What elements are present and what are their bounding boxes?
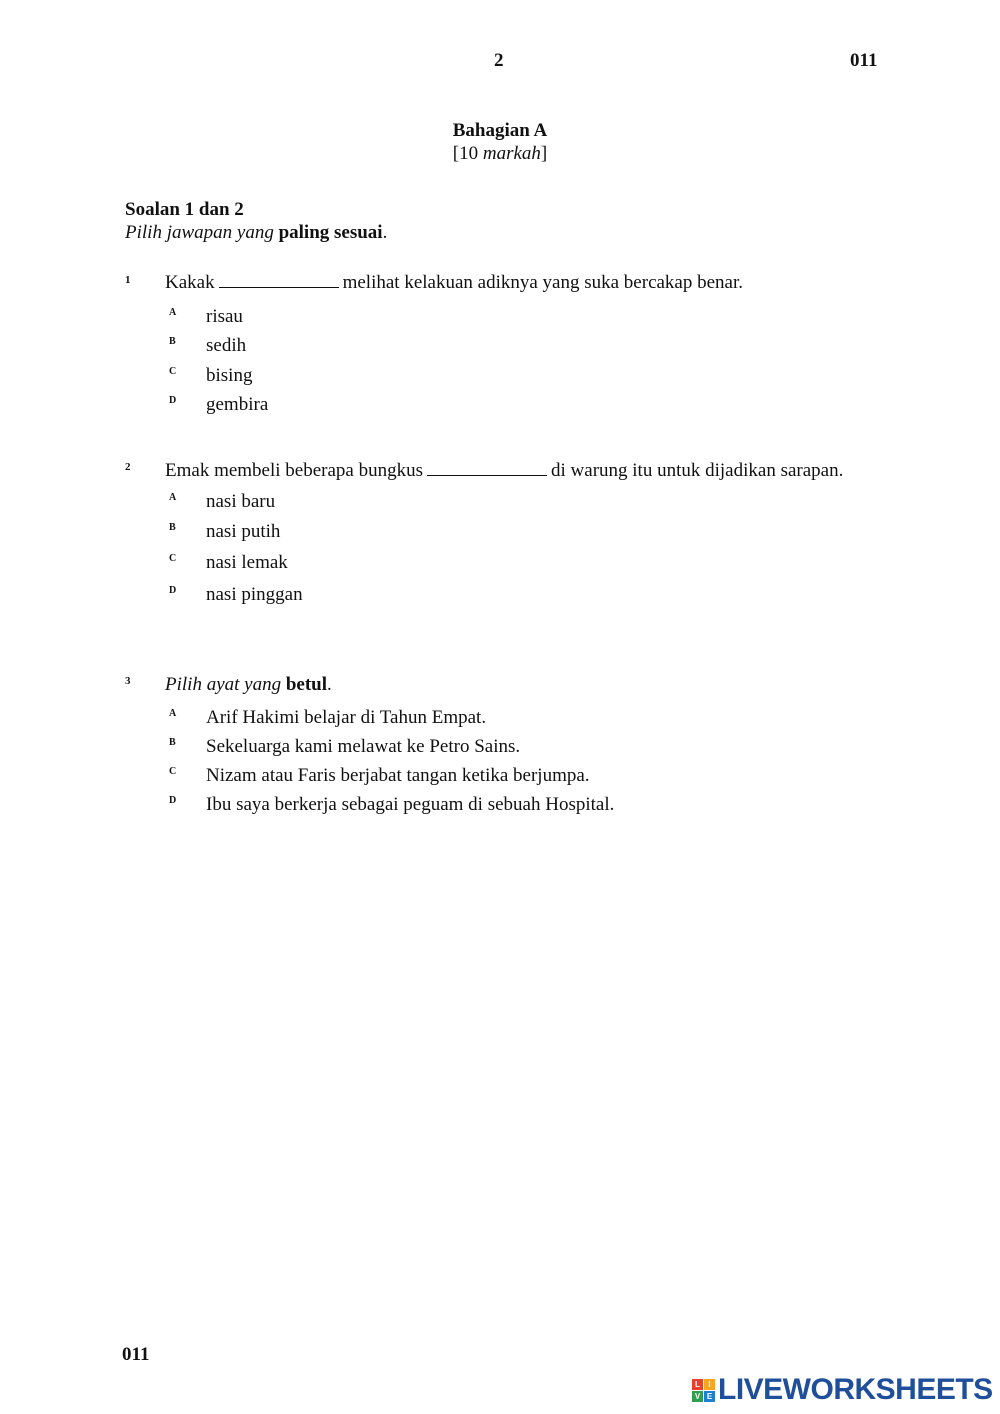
option-text[interactable]: Nizam atau Faris berjabat tangan ketika berjumpa. xyxy=(206,765,590,786)
question-number: 1 xyxy=(125,274,131,286)
logo-mark-letter: V xyxy=(692,1391,703,1402)
question-number: 3 xyxy=(125,675,131,687)
answer-blank xyxy=(219,286,339,288)
question-stem xyxy=(165,460,843,482)
option-text[interactable]: Arif Hakimi belajar di Tahun Empat. xyxy=(206,707,487,728)
option-text[interactable]: Ibu saya berkerja sebagai peguam di sebuah Hospital. xyxy=(206,794,615,815)
stem-before: Emak membeli beberapa bungkus xyxy=(165,460,424,481)
option-letter: C xyxy=(169,553,177,564)
option-letter: A xyxy=(169,307,177,318)
section-marks xyxy=(0,143,1000,165)
header-code: 011 xyxy=(850,50,878,71)
option-text[interactable]: nasi pinggan xyxy=(206,584,303,605)
question-stem xyxy=(165,272,743,294)
stem-before: Kakak xyxy=(165,272,215,293)
option-letter: D xyxy=(169,585,177,596)
option-letter: A xyxy=(169,708,177,719)
option-text[interactable]: nasi lemak xyxy=(206,552,288,573)
option-letter: B xyxy=(169,737,176,748)
option-letter: B xyxy=(169,522,176,533)
option-text[interactable]: nasi putih xyxy=(206,521,281,542)
stem-bold: betul xyxy=(285,674,328,695)
stem-after: melihat kelakuan adiknya yang suka bercakap benar. xyxy=(342,272,744,293)
logo-text: LIVEWORKSHEETS xyxy=(718,1373,993,1406)
option-letter: D xyxy=(169,795,177,806)
option-text[interactable]: Sekeluarga kami melawat ke Petro Sains. xyxy=(206,736,521,757)
stem-italic: Pilih ayat yang xyxy=(165,674,286,695)
marks-close: ] xyxy=(540,143,548,164)
marks-word: markah xyxy=(482,143,541,164)
option-letter: C xyxy=(169,766,177,777)
liveworksheets-logo[interactable] xyxy=(692,1374,993,1406)
group-title: Soalan 1 dan 2 xyxy=(125,199,244,220)
instruction-bold: paling sesuai xyxy=(278,222,383,243)
answer-blank xyxy=(427,474,547,476)
option-text[interactable]: sedih xyxy=(206,335,247,356)
logo-mark-letter: L xyxy=(692,1379,703,1390)
option-text[interactable]: risau xyxy=(206,306,243,327)
stem-after: di warung itu untuk dijadikan sarapan. xyxy=(551,460,844,481)
option-text[interactable]: bising xyxy=(206,365,253,386)
footer-code: 011 xyxy=(122,1344,150,1365)
option-text[interactable]: gembira xyxy=(206,394,269,415)
option-letter: B xyxy=(169,336,176,347)
logo-mark-letter: I xyxy=(704,1379,715,1390)
option-text[interactable]: nasi baru xyxy=(206,491,276,512)
section-title: Bahagian A xyxy=(452,120,548,141)
option-letter: A xyxy=(169,492,177,503)
stem-end: . xyxy=(327,674,332,695)
question-stem xyxy=(165,674,332,696)
page-number: 2 xyxy=(494,50,504,71)
marks-open: [10 xyxy=(452,143,483,164)
option-letter: C xyxy=(169,366,177,377)
question-number: 2 xyxy=(125,461,131,473)
option-letter: D xyxy=(169,395,177,406)
logo-mark-letter: E xyxy=(704,1391,715,1402)
group-instruction xyxy=(125,222,387,244)
logo-mark-icon xyxy=(692,1379,715,1402)
instruction-end: . xyxy=(382,222,388,243)
instruction-italic: Pilih jawapan yang xyxy=(125,222,279,243)
